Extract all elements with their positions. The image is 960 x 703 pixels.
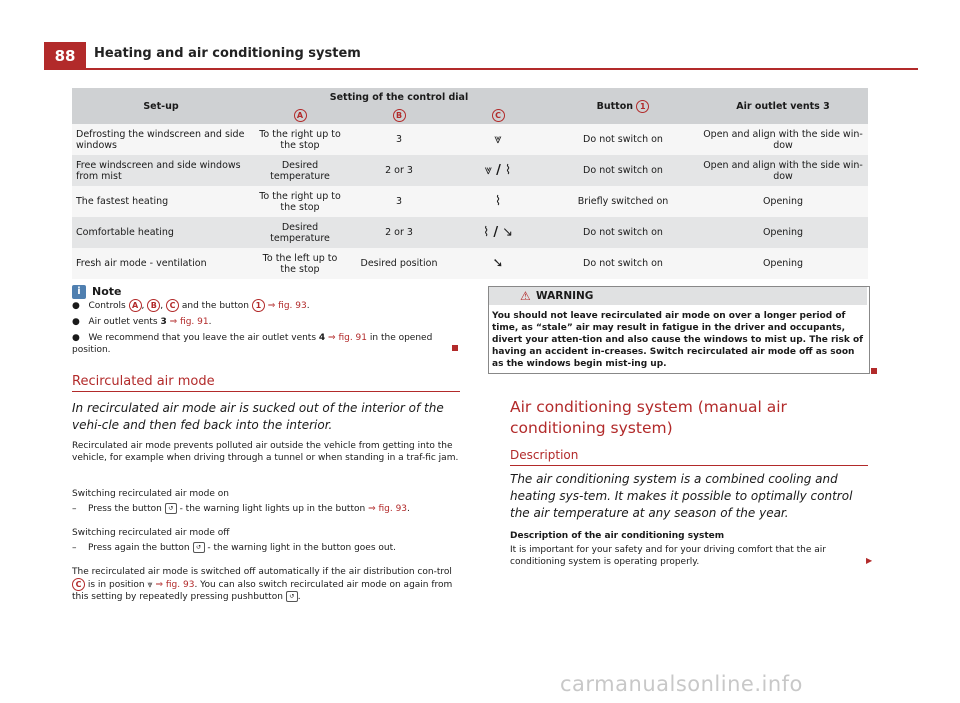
settings-table xyxy=(72,88,868,279)
header-button-label: Button xyxy=(596,100,634,112)
cell-c xyxy=(448,124,548,155)
subheading: Switching recirculated air mode on xyxy=(72,489,230,499)
step-on: – Press the button ↺ - the warning light lights up in the button ⇒ fig. 93. xyxy=(72,504,410,514)
header-setup: Set-up xyxy=(72,88,250,124)
control-b-marker: B xyxy=(393,109,406,122)
warning-title: WARNING xyxy=(536,290,594,302)
control-a-marker: A xyxy=(294,109,307,122)
button-1-marker: 1 xyxy=(636,100,649,113)
cell-a: To the left up to the stop xyxy=(250,248,350,279)
figure-link[interactable]: ⇒ fig. 91 xyxy=(328,333,368,343)
table-row xyxy=(72,124,868,155)
cell-vents: Opening xyxy=(698,217,868,248)
cell-setup: Fresh air mode - ventilation xyxy=(72,248,250,279)
header-vents: Air outlet vents 3 xyxy=(698,88,868,124)
cell-setup: The fastest heating xyxy=(72,186,250,217)
section-intro: The air conditioning system is a combined cooling and heating sys-tem. It makes it possible to optimally control the air temperature at any season of the year. xyxy=(510,472,853,520)
table-row xyxy=(72,186,868,217)
section-intro: In recirculated air mode air is sucked out of the interior of the vehi-cle and then fed back into the interior. xyxy=(72,401,444,432)
cell-b: 2 or 3 xyxy=(350,217,448,248)
cell-vents: Opening xyxy=(698,186,868,217)
warning-icon: ⚠ xyxy=(520,289,531,303)
cell-setup: Free windscreen and side windows from mist xyxy=(72,155,250,186)
subheading: Switching recirculated air mode off xyxy=(72,528,230,538)
cell-b: 2 or 3 xyxy=(350,155,448,186)
cell-a: Desired temperature xyxy=(250,155,350,186)
slash-separator: / xyxy=(496,162,501,178)
header-c xyxy=(448,106,548,124)
section-heading: Recirculated air mode xyxy=(72,374,215,389)
note-text: in the opened position. xyxy=(72,333,433,355)
upper-footwell-icon: ↘ xyxy=(502,224,513,240)
slash-separator: / xyxy=(493,224,499,240)
windscreen-icon: ⩔ xyxy=(484,162,493,178)
info-icon: i xyxy=(72,285,86,299)
recirculation-button-icon: ↺ xyxy=(193,542,205,553)
table-row xyxy=(72,155,868,186)
cell-button: Do not switch on xyxy=(548,248,698,279)
windscreen-footwell-icon: ⌇ xyxy=(482,224,490,240)
paragraph-text: . You can also switch recirculated air mode on again from this setting by repeatedly pressing pushbutton xyxy=(72,580,453,602)
note-bullet-2: ● Air outlet vents 3 ⇒ fig. 91. xyxy=(72,317,212,327)
cell-b: 3 xyxy=(350,186,448,217)
header-b xyxy=(350,106,448,124)
cell-b: Desired position xyxy=(350,248,448,279)
note-bullet-1: ● Controls A , B , C and the button 1 ⇒ fig. 93. xyxy=(72,301,310,311)
cell-c xyxy=(448,248,548,279)
control-c-marker: C xyxy=(492,109,505,122)
windscreen-icon: ⩔ xyxy=(147,580,153,590)
cell-button: Do not switch on xyxy=(548,124,698,155)
button-1-marker: 1 xyxy=(252,299,265,312)
cell-button: Briefly switched on xyxy=(548,186,698,217)
recirculation-button-icon: ↺ xyxy=(165,503,177,514)
header-rule xyxy=(44,68,918,70)
paragraph: It is important for your safety and for your driving comfort that the air conditioning system is operating properly. xyxy=(510,545,826,567)
cell-button: Do not switch on xyxy=(548,155,698,186)
step-text: Press again the button xyxy=(87,543,190,553)
paragraph-text: is in position xyxy=(87,580,145,590)
header-setting: Setting of the control dial xyxy=(250,88,548,106)
cell-b: 3 xyxy=(350,124,448,155)
vent-number: 3 xyxy=(160,317,167,327)
subsection-heading: Description xyxy=(510,448,579,462)
recirculation-button-icon: ↺ xyxy=(286,591,298,602)
paragraph: Recirculated air mode prevents polluted air outside the vehicle from getting into the vehicle, for example when driving through a tunnel or when standing in a traf-fic jam. xyxy=(72,441,459,463)
warning-text: You should not leave recirculated air mode on over a longer period of time, as “stale” air may result in fatigue in the driver and occupants, divert your atten-tion and also cause the windows to mist up. The risk of having an accident in-creases. Switch recirculated air mode off as soon as the windows begin mist-ing up. xyxy=(492,311,864,369)
control-c-marker: C xyxy=(72,578,85,591)
paragraph: The recirculated air mode is switched off automatically if the air distribution con-trol C is in position ⩔ ⇒ fig. 93. You can also switch recirculated air mode on again from this setting by repeatedly pressing pushbutton ↺ . xyxy=(72,567,453,602)
table-row xyxy=(72,217,868,248)
control-b-marker: B xyxy=(147,299,160,312)
note-bullet-3: ● We recommend that you leave the air outlet vents 4 ⇒ fig. 91 in the opened position. xyxy=(72,333,433,355)
cell-setup: Defrosting the windscreen and side windows xyxy=(72,124,250,155)
cell-vents: Open and align with the side win-dow xyxy=(698,124,868,155)
section-rule xyxy=(72,391,460,392)
cell-a: To the right up to the stop xyxy=(250,124,350,155)
cell-c xyxy=(448,186,548,217)
section-heading: Air conditioning system (manual air conditioning system) xyxy=(510,398,787,437)
end-marker xyxy=(452,345,458,351)
page-title: Heating and air conditioning system xyxy=(94,46,361,61)
windscreen-icon: ⩔ xyxy=(494,131,502,147)
vent-number: 4 xyxy=(318,333,326,343)
watermark: carmanualsonline.info xyxy=(560,672,803,696)
subheading: Description of the air conditioning system xyxy=(510,531,725,541)
step-text: - the warning light lights up in the button xyxy=(179,504,366,514)
cell-c xyxy=(448,155,548,186)
note-title: Note xyxy=(92,285,122,298)
figure-link[interactable]: ⇒ fig. 91 xyxy=(169,317,209,327)
cell-c xyxy=(448,217,548,248)
figure-link[interactable]: ⇒ fig. 93 xyxy=(155,580,195,590)
cell-button: Do not switch on xyxy=(548,217,698,248)
cell-setup: Comfortable heating xyxy=(72,217,250,248)
control-c-marker: C xyxy=(166,299,179,312)
end-marker xyxy=(871,368,877,374)
page-number: 88 xyxy=(44,42,86,70)
step-text: - the warning light in the button goes out. xyxy=(207,543,396,553)
windscreen-footwell-icon: ⌇ xyxy=(504,162,512,178)
cell-vents: Open and align with the side win-dow xyxy=(698,155,868,186)
note-text: Air outlet vents xyxy=(88,317,158,327)
windscreen-footwell-icon: ⌇ xyxy=(494,193,502,209)
section-rule xyxy=(510,465,868,466)
figure-link[interactable]: ⇒ fig. 93 xyxy=(267,301,307,311)
cell-a: Desired temperature xyxy=(250,217,350,248)
upper-body-icon: ➘ xyxy=(492,255,504,271)
cell-a: To the right up to the stop xyxy=(250,186,350,217)
step-text: Press the button xyxy=(87,504,162,514)
table-row xyxy=(72,248,868,279)
paragraph-text: The recirculated air mode is switched off automatically if the air distribution con-trol xyxy=(72,567,452,577)
header-a xyxy=(250,106,350,124)
step-off: – Press again the button ↺ - the warning light in the button goes out. xyxy=(72,543,396,553)
continue-arrow-icon: ▶ xyxy=(866,556,873,565)
control-a-marker: A xyxy=(129,299,142,312)
header-button xyxy=(548,88,698,124)
note-text: Controls xyxy=(88,301,126,311)
figure-link[interactable]: ⇒ fig. 93 xyxy=(368,504,408,514)
cell-vents: Opening xyxy=(698,248,868,279)
note-text: We recommend that you leave the air outlet vents xyxy=(88,333,317,343)
note-text: and the button xyxy=(181,301,249,311)
